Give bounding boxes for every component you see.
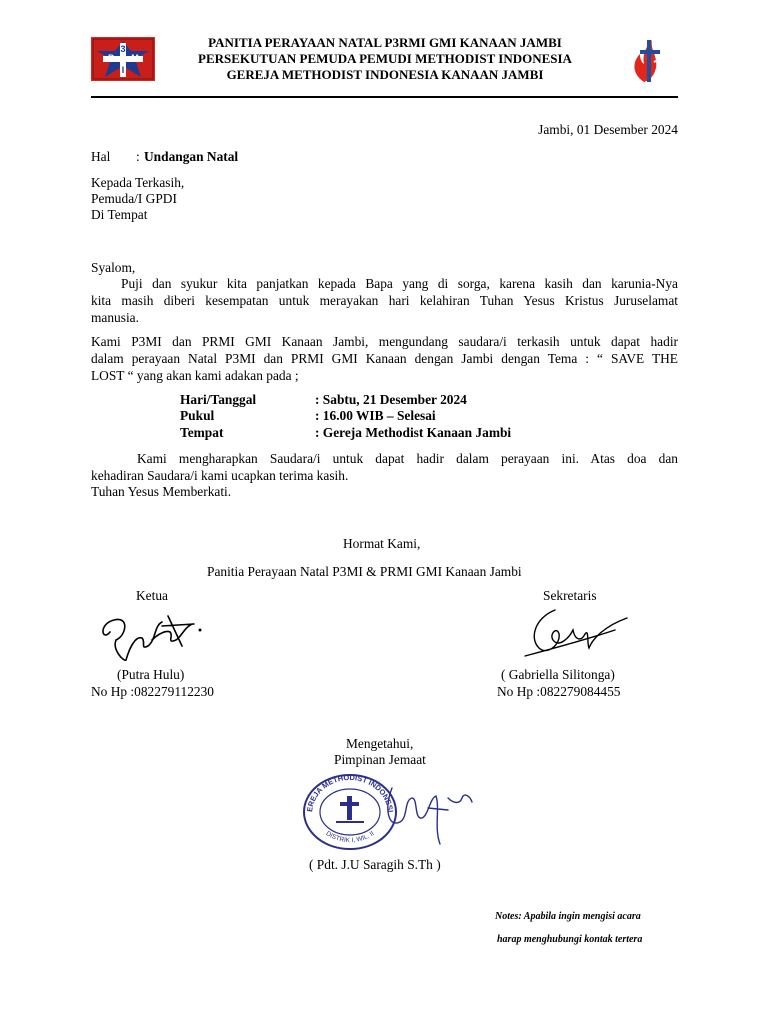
blessing: Tuhan Yesus Memberkati. xyxy=(91,484,232,499)
notes-line-1: Notes: Apabila ingin mengisi acara xyxy=(495,911,641,922)
header-divider xyxy=(91,96,678,98)
chair-role: Ketua xyxy=(136,588,168,603)
secretary-name: ( Gabriella Silitonga) xyxy=(501,667,615,682)
svg-text:3: 3 xyxy=(120,44,126,54)
recipient-line-3: Di Tempat xyxy=(91,207,148,222)
acknowledged-label: Mengetahui, xyxy=(346,736,414,751)
secretary-phone: No Hp :082279084455 xyxy=(497,684,621,699)
letterhead-line-1: PANITIA PERAYAAN NATAL P3RMI GMI KANAAN JAMBI xyxy=(208,35,562,50)
place-date: Jambi, 01 Desember 2024 xyxy=(538,122,678,137)
notes-line-2: harap menghubungi kontak tertera xyxy=(497,934,643,945)
letterhead xyxy=(160,35,610,83)
paragraph-1-line-1: Puji dan syukur kita panjatkan kepada Bapa yang di sorga, karena kasih dan karunia-Nya xyxy=(121,276,678,291)
greeting: Syalom, xyxy=(91,260,136,275)
svg-text:M: M xyxy=(131,53,139,63)
detail-label-time: Pukul xyxy=(180,408,215,423)
detail-label-date: Hari/Tanggal xyxy=(180,392,257,407)
svg-text:DISTRIK I, WIL. II: DISTRIK I, WIL. II xyxy=(324,830,376,845)
chair-signature xyxy=(96,602,206,668)
secretary-signature xyxy=(515,604,633,664)
paragraph-1-line-2: kita masih diberi kesempatan untuk merayakan hari kelahiran Tuhan Yesus Kristus Juruselamat xyxy=(91,293,678,308)
pastor-name: ( Pdt. J.U Saragih S.Th ) xyxy=(309,857,441,872)
letterhead-line-2: PERSEKUTUAN PEMUDA PEMUDI METHODIST INDONESIA xyxy=(198,51,572,66)
closing: Hormat Kami, xyxy=(343,536,421,551)
paragraph-2-line-3: LOST “ yang akan kami adakan pada ; xyxy=(91,368,299,383)
detail-value-place: : Gereja Methodist Kanaan Jambi xyxy=(315,425,512,440)
paragraph-3-line-2: kehadiran Saudara/i kami ucapkan terima kasih. xyxy=(91,468,349,483)
recipient-line-2: Pemuda/I GPDI xyxy=(91,191,177,206)
subject: Undangan Natal xyxy=(144,149,239,164)
paragraph-3-line-1: Kami mengharapkan Saudara/i untuk dapat hadir dalam perayaan ini. Atas doa dan xyxy=(137,451,678,466)
recipient-line-1: Kepada Terkasih, xyxy=(91,175,185,190)
pastor-role: Pimpinan Jemaat xyxy=(334,752,426,767)
paragraph-3 xyxy=(91,450,678,484)
p3mi-logo xyxy=(91,37,155,81)
detail-value-time: : 16.00 WIB – Selesai xyxy=(315,408,436,423)
paragraph-1 xyxy=(91,275,678,326)
svg-text:P: P xyxy=(107,53,115,63)
paragraph-2 xyxy=(91,333,678,384)
chair-name: (Putra Hulu) xyxy=(117,667,185,682)
detail-label-place: Tempat xyxy=(180,425,224,440)
subject-separator: : xyxy=(136,149,140,164)
cross-flame-logo xyxy=(630,36,666,86)
paragraph-2-line-1: Kami P3MI dan PRMI GMI Kanaan Jambi, mengundang saudara/i terkasih untuk dapat hadir xyxy=(91,334,678,349)
secretary-role: Sekretaris xyxy=(543,588,597,603)
chair-phone: No Hp :082279112230 xyxy=(91,684,214,699)
paragraph-2-line-2: dalam perayaan Natal P3MI dan PRMI GMI Kanaan dengan Jambi dengan Tema : “ SAVE THE xyxy=(91,351,678,366)
detail-value-date: : Sabtu, 21 Desember 2024 xyxy=(315,392,467,407)
svg-text:GEREJA METHODIST INDONESIA: EREJA METHODIST INDONESI xyxy=(305,772,395,813)
pastor-signature xyxy=(378,778,476,850)
svg-text:I: I xyxy=(121,65,125,75)
committee-name: Panitia Perayaan Natal P3MI & PRMI GMI Kanaan Jambi xyxy=(207,564,522,579)
paragraph-1-line-3: manusia. xyxy=(91,310,139,325)
subject-label: Hal xyxy=(91,149,111,164)
letterhead-line-3: GEREJA METHODIST INDONESIA KANAAN JAMBI xyxy=(226,67,544,82)
